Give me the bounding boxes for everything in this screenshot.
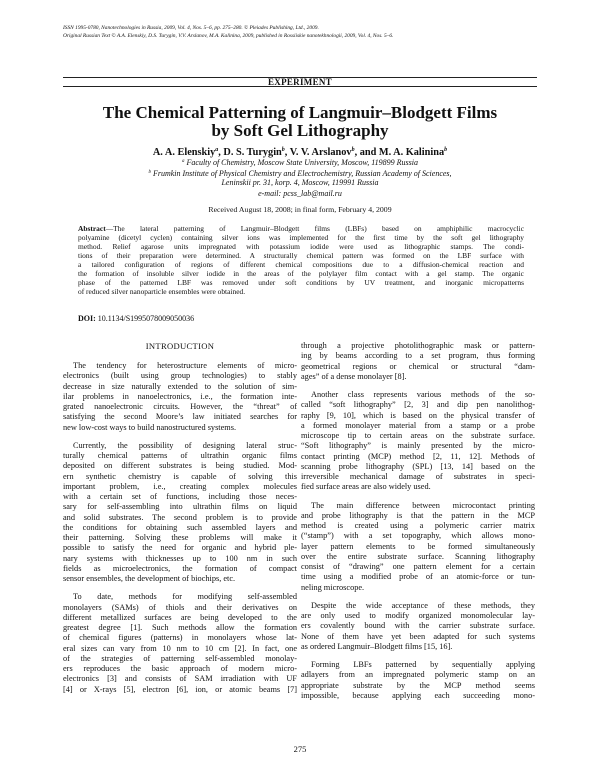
text-line: geometrical regions or chemical or structural “dam- <box>301 361 535 371</box>
abstract-line: phase of the patterned LBF was removed under soft conditions by UV treatment, and inorganic micropatterns <box>78 278 524 288</box>
text-line: ing by beams according to a set program, thus forming <box>301 351 535 361</box>
text-line: possible to satisfy the need for organic and hybrid ple- <box>63 543 297 553</box>
text-line: Currently, the possibility of designing lateral struc- <box>73 440 297 450</box>
text-line: their patterning. Solving these problems will make it <box>63 533 297 542</box>
text-line: called “soft lithography” [2, 3] and dip pen nanolithog- <box>301 400 535 410</box>
text-line: ern synthetic chemistry is capable of solving this <box>63 471 297 481</box>
text-line: new low-cost ways to build nanostructured systems. <box>63 422 237 432</box>
text-line: layer pattern elements to be formed simultaneously <box>301 541 535 551</box>
text-line: appropriate substrate by the MCP method seems <box>301 680 535 690</box>
abstract-line: of reduced silver nanoparticle ensembles were obtained. <box>78 287 246 297</box>
text-line: time using a modified probe of an atomic-force or tun- <box>301 572 535 582</box>
left-paragraph-2 <box>63 441 297 585</box>
text-line: ages” of a dense monolayer [8]. <box>301 371 407 381</box>
journal-header-line-2: Original Russian Text © A.A. Elenskiy, D.S. Turygin, V.V. Arslanov, M.A. Kalinina, 2009, published in Rossiiskie nanotekhnologii, 2009, Vol. 4, Nos. 5–6. <box>63 33 394 39</box>
author-3-affiliation: b <box>351 146 355 153</box>
text-line: The tendency for heterostructure elements of micro- <box>73 361 297 370</box>
text-line: ers covalently bound with the carrier substrate surface. <box>301 621 535 631</box>
paragraph-gap <box>301 382 535 390</box>
text-line: eral sizes can vary from 10 nm to 10 cm [2]. In fact, one <box>63 643 297 653</box>
text-line: adlayers from an impregnated polymeric stamp on an <box>301 670 535 680</box>
affiliation-b-marker: b <box>148 169 151 175</box>
right-paragraph-4 <box>301 601 535 652</box>
text-line: and probe lithography is that the pattern in the MCP <box>301 510 535 520</box>
right-column <box>301 341 535 701</box>
author-4: , and M. A. Kalinina <box>354 146 445 158</box>
text-line: different metallized surfaces are being developed to the <box>63 612 297 622</box>
text-line: impossible, because applying each succeeding mono- <box>301 690 535 700</box>
text-line: satisfying the second Moore’s law initiated searches for <box>63 412 297 422</box>
text-line: important problem, i.e., creating complex molecules <box>63 481 297 491</box>
left-paragraph-1 <box>63 361 297 433</box>
doi <box>78 314 194 323</box>
text-line: irreversible mechanical damage of substrates in speci- <box>301 472 535 481</box>
text-line: grated nanoelectronic circuits. However, the “threat” of <box>63 402 297 411</box>
paragraph-gap <box>63 584 297 592</box>
abstract-line: method. Relief agarose units impregnated with potassium iodide were used as lithographic stamps. The condi- <box>78 242 524 252</box>
section-label: EXPERIMENT <box>267 76 332 87</box>
text-line: fied surface areas are also widely used. <box>301 482 431 492</box>
title-line-1: The Chemical Patterning of Langmuir–Blodgett Films <box>102 103 498 122</box>
author-1-affiliation: a <box>215 146 219 153</box>
text-line: sensor ensembles, the development of biochips, etc. <box>63 574 236 583</box>
text-line: electronics (built using group technologies) to stably <box>63 371 297 381</box>
right-paragraph-5 <box>301 660 535 701</box>
text-line: microscope tip to certain areas on the substrate surface. <box>301 431 535 440</box>
abstract-text: —The lateral patterning of Langmuir–Blodgett films (LBFs) based on amphiphilic macrocyclic <box>105 224 524 233</box>
author-2: , D. S. Turygin <box>218 146 282 158</box>
right-paragraph-3 <box>301 501 535 593</box>
introduction-heading: INTRODUCTION <box>145 341 215 351</box>
left-paragraph-3 <box>63 592 297 695</box>
abstract <box>78 224 524 296</box>
paragraph-gap <box>63 433 297 441</box>
text-line: Another class represents various methods of the so- <box>311 390 535 399</box>
section-rule-bottom <box>63 86 537 87</box>
paragraph-gap <box>301 593 535 601</box>
left-column <box>63 361 297 695</box>
text-line: of the strategies of patterning self-assembled monolay- <box>63 653 297 663</box>
author-2-affiliation: b <box>281 146 285 153</box>
doi-link[interactable]: 10.1134/S1995078009050036 <box>95 314 195 323</box>
abstract-label: Abstract <box>78 224 106 233</box>
paragraph-gap <box>301 493 535 501</box>
affiliation-b-address: Leninskii pr. 31, korp. 4, Moscow, 119991 Russia <box>221 178 379 187</box>
text-line: Forming LBFs patterned by sequentially applying <box>311 660 535 669</box>
text-line: None of them have yet been adapted for such systems <box>301 631 535 641</box>
affiliation-b-text: Frumkin Institute of Physical Chemistry and Electrochemistry, Russian Academy of Sciences, <box>150 168 452 178</box>
abstract-line: tions of their preparation were determined. A structurally chemical pattern was formed on the LBF surface with <box>78 251 524 261</box>
contact-email: e-mail: pcss_lab@mail.ru <box>258 189 342 198</box>
text-line: contact printing (MCP) method [2, 11, 12]. Methods of <box>301 451 535 461</box>
text-line: ilar problems in nanoelectronics, i.e., the formation inte- <box>63 391 297 401</box>
text-line: nary systems with thicknesses up to 100 nm in such <box>63 553 297 563</box>
affiliation-a <box>63 157 537 168</box>
doi-label: DOI: <box>78 314 96 323</box>
text-line: turally chemical patterns of ultrathin organic films <box>63 451 297 460</box>
affiliation-b <box>63 168 537 179</box>
affiliation-a-marker: a <box>182 159 185 164</box>
text-line: decrease in size naturally extended to the solution of sim- <box>63 381 297 391</box>
abstract-line: polyamine (dicetyl cyclen) containing silver ions was implemented for the first time by the soft gel lithography <box>78 233 524 243</box>
text-line: (“stamp”) with a set topography, which allows mono- <box>301 531 535 541</box>
text-line: and solid substrates. The second problem is to provide <box>63 512 297 522</box>
text-line: as ordered Langmuir–Blodgett films [15, 16]. <box>301 641 453 651</box>
paragraph-gap <box>301 652 535 660</box>
text-line: consist of “drawing” one pattern element for a certain <box>301 562 535 571</box>
abstract-line <box>78 224 524 233</box>
text-line: with a certain set of functions, including those neces- <box>63 492 297 501</box>
page-number: 275 <box>293 744 307 754</box>
author-3: , V. V. Arslanov <box>284 146 352 158</box>
text-line: Despite the wide acceptance of these methods, they <box>311 600 535 610</box>
text-line: through a projective photolithographic mask or pattern- <box>301 341 535 350</box>
text-line: deposited on different substrates is being studied. Mod- <box>63 461 297 471</box>
text-line: scanning probe lithography (SPL) [13, 14] based on the <box>301 461 535 471</box>
abstract-line: the formation of insoluble silver iodide in the areas of the polylayer film contact with a gel stamp. The organic <box>78 269 524 279</box>
author-1: A. A. Elenskiy <box>152 146 216 158</box>
text-line: raphy [9, 10], which is based on the physical transfer of <box>301 410 535 420</box>
abstract-line: a tailored configuration of regions of different chemical compositions due to a diffusion-chemical reaction and <box>78 260 524 270</box>
right-paragraph-1 <box>301 341 535 382</box>
text-line: the conditions for obtaining such assembled layers and <box>63 522 297 532</box>
text-line: over the entire substrate surface. Scanning lithography <box>301 551 535 561</box>
text-line: ers reproduces the basic approach of modern micro- <box>63 664 297 673</box>
text-line: The main difference between microcontact printing <box>311 500 535 510</box>
text-line: are only used to modify organized monomolecular lay- <box>301 611 535 620</box>
text-line: greatest degree [1]. Such methods allow the formation <box>63 623 297 632</box>
text-line: fields as microelectronics, the formation of compact <box>63 563 297 573</box>
text-line: To date, methods for modifying self-assembled <box>73 592 297 602</box>
text-line: neling microscope. <box>301 582 365 592</box>
text-line: electronics [3] and consists of SAM irradiation with UF <box>63 674 297 684</box>
text-line: “Soft lithography” is mainly presented by the micro- <box>301 441 535 451</box>
right-paragraph-2 <box>301 390 535 493</box>
text-line: [4] or X-rays [5], electron [6], ion, or atomic beams [7] <box>63 684 297 694</box>
title-line-2: by Soft Gel Lithography <box>211 120 389 140</box>
text-line: method is created using a polymeric carrier matrix <box>301 521 535 530</box>
text-line: of chemical figures (patterns) in monolayers whose lat- <box>63 633 297 643</box>
received-dates: Received August 18, 2008; in final form, February 4, 2009 <box>208 204 392 214</box>
author-4-affiliation: b <box>444 146 448 153</box>
text-line: monolayers (SAMs) of thiols and their derivatives on <box>63 602 297 612</box>
journal-header-line-1: ISSN 1995-0780, Nanotechnologies in Russia, 2009, Vol. 4, Nos. 5–6, pp. 275–280. © Pleiades Publishing, Ltd., 2009. <box>63 25 319 31</box>
affiliation-a-text: Faculty of Chemistry, Moscow State University, Moscow, 119899 Russia <box>184 158 418 167</box>
text-line: sary for self-assembling into ultrathin films on liquid <box>63 502 297 512</box>
text-line: a formed monolayer material from a stamp or a probe <box>301 420 535 430</box>
